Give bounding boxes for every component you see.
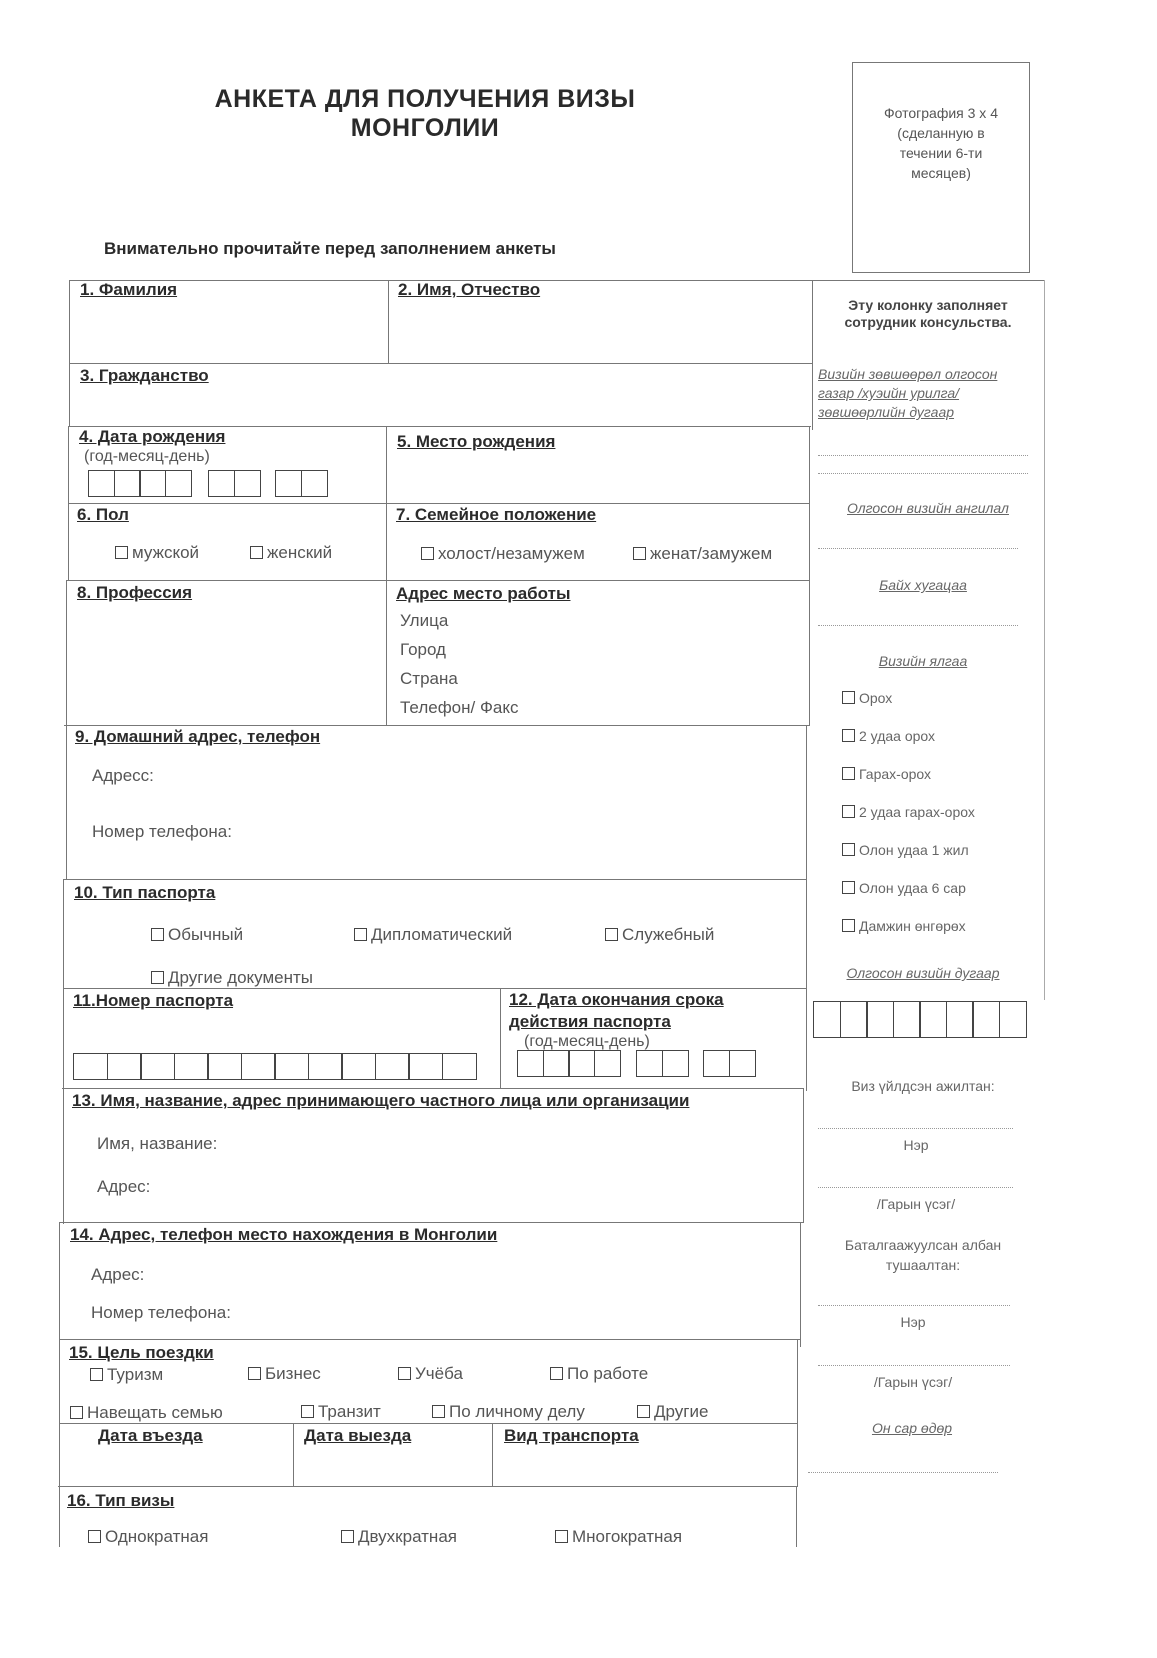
checkbox[interactable] (842, 805, 855, 818)
passport-other-option[interactable]: Другие документы (151, 968, 313, 988)
sex-male-option[interactable]: мужской (115, 543, 199, 563)
photo-line2: (сделанную в (897, 125, 985, 141)
checkbox[interactable] (421, 547, 434, 560)
checkbox[interactable] (633, 547, 646, 560)
checkbox[interactable] (248, 1367, 261, 1380)
marital-married-option[interactable]: женат/замужем (633, 544, 772, 564)
dotted-line[interactable] (818, 455, 1028, 456)
photo-line1: Фотография 3 х 4 (883, 105, 998, 121)
field-passport-number-label: 11.Номер паспорта (73, 991, 234, 1010)
checkbox[interactable] (70, 1406, 83, 1419)
field-passport-type-label: 10. Тип паспорта (74, 883, 216, 902)
checkbox[interactable] (151, 971, 164, 984)
passport-number-boxes[interactable] (73, 1053, 475, 1080)
field-passport-expiry-label-1: 12. Дата окончания срока (509, 990, 724, 1009)
checkbox[interactable] (637, 1405, 650, 1418)
field-birthdate-hint: (год-месяц-день) (84, 448, 210, 465)
field-profession-label: 8. Профессия (77, 583, 193, 602)
passport-expiry-hint: (год-месяц-день) (524, 1033, 650, 1050)
consul-sign-1: /Гарын үсэг/ (876, 1196, 956, 1212)
checkbox[interactable] (250, 546, 263, 559)
dotted-line[interactable] (818, 473, 1028, 474)
consul-visa-number-boxes[interactable] (813, 1001, 1025, 1038)
field-birthdate-label: 4. Дата рождения (79, 427, 226, 446)
expiry-month-boxes[interactable] (636, 1050, 687, 1077)
birthdate-day-boxes[interactable] (275, 470, 326, 497)
transport-label: Вид транспорта (504, 1426, 639, 1445)
checkbox[interactable] (115, 546, 128, 559)
passport-diplomatic-option[interactable]: Дипломатический (354, 925, 512, 945)
field-birthplace-label: 5. Место рождения (397, 432, 556, 451)
consul-date: Он сар өдөр (871, 1420, 953, 1436)
checkbox[interactable] (151, 928, 164, 941)
consul-validity: Байх хугацаа (879, 577, 967, 593)
checkbox[interactable] (842, 881, 855, 894)
dotted-line[interactable] (818, 625, 1018, 626)
field-mongolia-address-label: 14. Адрес, телефон место нахождения в Монголии (70, 1225, 498, 1244)
field-sex-label: 6. Пол (77, 505, 129, 524)
checkbox[interactable] (842, 919, 855, 932)
checkbox[interactable] (354, 928, 367, 941)
instruction-text: Внимательно прочитайте перед заполнением анкеты (104, 239, 556, 258)
field-name-label: 2. Имя, Отчество (398, 280, 541, 299)
birthdate-month-boxes[interactable] (208, 470, 259, 497)
exit-date-label: Дата выезда (304, 1426, 412, 1445)
home-address: Адресс: (92, 766, 154, 785)
birthdate-year-boxes[interactable] (88, 470, 190, 497)
checkbox[interactable] (550, 1367, 563, 1380)
consul-name-1: Нэр (903, 1137, 929, 1153)
passport-service-option[interactable]: Служебный (605, 925, 714, 945)
consul-issue-place-2: газар /хуэийн урилга/ (818, 385, 960, 401)
consul-opt-2[interactable]: 2 удаа орох (842, 728, 935, 744)
visa-double-option[interactable]: Двухкратная (341, 1527, 457, 1547)
purpose-family-option[interactable]: Навещать семью (70, 1403, 223, 1423)
consul-name-2: Нэр (900, 1314, 926, 1330)
dotted-line[interactable] (808, 1472, 998, 1473)
dotted-line[interactable] (818, 1187, 1013, 1188)
field-home-address-label: 9. Домашний адрес, телефон (75, 727, 321, 746)
checkbox[interactable] (842, 767, 855, 780)
consul-visa-category: Олгосон визийн ангилал (847, 500, 1009, 516)
form-title (160, 85, 690, 143)
photo-line3: течении 6-ти (899, 145, 983, 161)
dotted-line[interactable] (818, 548, 1018, 549)
form-title-line1: АНКЕТА ДЛЯ ПОЛУЧЕНИЯ ВИЗЫ (214, 85, 636, 113)
field-host-label: 13. Имя, название, адрес принимающего частного лица или организации (72, 1091, 690, 1110)
work-country: Страна (400, 669, 458, 688)
consul-visa-type: Визийн ялгаа (878, 653, 968, 669)
consul-approver (812, 1235, 1034, 1275)
consul-heading-1: Эту колонку заполняет (848, 297, 1008, 313)
checkbox[interactable] (341, 1530, 354, 1543)
photo-box[interactable] (852, 62, 1030, 273)
consul-approver-1: Баталгаажуулсан албан (844, 1237, 1002, 1253)
consul-approver-2: тушаалтан: (885, 1257, 961, 1273)
expiry-year-boxes[interactable] (517, 1050, 619, 1077)
checkbox[interactable] (398, 1367, 411, 1380)
purpose-transit-option[interactable]: Транзит (301, 1402, 381, 1422)
purpose-tourism-option[interactable]: Туризм (90, 1365, 163, 1385)
work-phone-fax: Телефон/ Факс (400, 698, 519, 717)
field-visa-type-label: 16. Тип визы (67, 1491, 175, 1510)
entry-date-label: Дата въезда (98, 1426, 203, 1445)
checkbox[interactable] (842, 691, 855, 704)
consul-issue-place-1: Визийн зөвшөөрөл олгосон (818, 366, 998, 382)
checkbox[interactable] (432, 1405, 445, 1418)
checkbox[interactable] (88, 1530, 101, 1543)
consul-opt-3[interactable]: Гарах-орох (842, 766, 931, 782)
consul-heading-2: сотрудник консульства. (844, 314, 1012, 330)
consul-opt-1[interactable]: Орох (842, 690, 892, 706)
dotted-line[interactable] (818, 1128, 1013, 1129)
consul-issuer: Виз үйлдсэн ажилтан: (851, 1078, 995, 1094)
form-title-line2: МОНГОЛИИ (350, 114, 500, 142)
visa-single-option[interactable]: Однократная (88, 1527, 208, 1547)
mongolia-address: Адрес: (91, 1265, 145, 1284)
expiry-day-boxes[interactable] (703, 1050, 754, 1077)
field-citizenship-label: 3. Гражданство (80, 366, 209, 385)
dotted-line[interactable] (818, 1365, 1010, 1366)
home-phone: Номер телефона: (92, 822, 232, 841)
purpose-study-option[interactable]: Учёба (398, 1364, 463, 1384)
purpose-business-option[interactable]: Бизнес (248, 1364, 321, 1384)
checkbox[interactable] (301, 1405, 314, 1418)
field-surname-label: 1. Фамилия (80, 280, 178, 299)
photo-line4: месяцев) (911, 165, 971, 181)
field-purpose-label: 15. Цель поездки (69, 1343, 214, 1362)
mongolia-phone: Номер телефона: (91, 1303, 231, 1322)
passport-ordinary-option[interactable]: Обычный (151, 925, 243, 945)
consul-opt-7[interactable]: Дамжин өнгөрөх (842, 918, 966, 934)
dotted-line[interactable] (818, 1305, 1010, 1306)
checkbox[interactable] (605, 928, 618, 941)
consul-issue-place (818, 365, 1028, 422)
field-passport-expiry-label-2: действия паспорта (509, 1012, 671, 1031)
checkbox[interactable] (90, 1368, 103, 1381)
work-address-label: Адрес место работы (396, 584, 571, 603)
consul-sign-2: /Гарын үсэг/ (873, 1374, 953, 1390)
purpose-other-option[interactable]: Другие (637, 1402, 708, 1422)
work-city: Город (400, 640, 446, 659)
visa-multiple-option[interactable]: Многократная (555, 1527, 682, 1547)
checkbox[interactable] (555, 1530, 568, 1543)
host-address: Адрес: (97, 1177, 151, 1196)
consul-visa-number: Олгосон визийн дугаар (846, 965, 1000, 981)
marital-single-option[interactable]: холост/незамужем (421, 544, 585, 564)
sex-female-option[interactable]: женский (250, 543, 332, 563)
field-marital-label: 7. Семейное положение (396, 505, 597, 524)
purpose-work-option[interactable]: По работе (550, 1364, 648, 1384)
consul-opt-6[interactable]: Олон удаа 6 сар (842, 880, 966, 896)
checkbox[interactable] (842, 843, 855, 856)
consul-opt-5[interactable]: Олон удаа 1 жил (842, 842, 969, 858)
consul-issue-place-3: зөвшөөрлийн дугаар (818, 404, 955, 420)
host-name: Имя, название: (97, 1134, 218, 1153)
purpose-personal-option[interactable]: По личному делу (432, 1402, 585, 1422)
work-street: Улица (400, 611, 449, 630)
checkbox[interactable] (842, 729, 855, 742)
consul-opt-4[interactable]: 2 удаа гарах-орох (842, 804, 975, 820)
